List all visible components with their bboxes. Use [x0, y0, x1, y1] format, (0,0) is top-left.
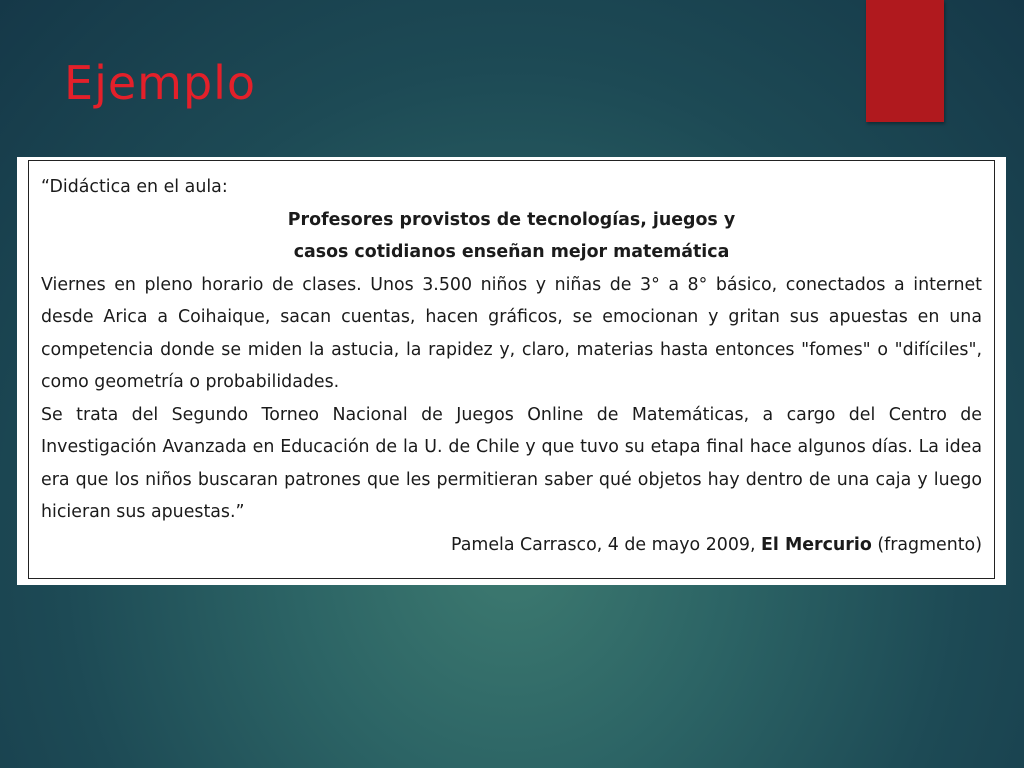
- article-source: [41, 529, 982, 562]
- slide-title: Ejemplo: [64, 56, 257, 110]
- source-note: (fragmento): [877, 534, 982, 555]
- article-paragraph-1: Viernes en pleno horario de clases. Unos 3.500 niños y niñas de 3° a 8° básico, conectados a internet desde Arica a Coihaique, sacan cuentas, hacen gráficos, se emocionan y gritan sus apuestas en una competencia donde se miden la astucia, la rapidez y, claro, materias hasta entonces "fomes" o "difíciles", como geometría o probabilidades.: [41, 274, 982, 392]
- article-image: [17, 157, 1006, 585]
- article-intro: “Didáctica en el aula:: [41, 177, 228, 197]
- article-box: [28, 160, 995, 579]
- article-headline: Profesores provistos de tecnologías, juegos y casos cotidianos enseñan mejor matemática: [287, 209, 736, 262]
- article-paragraph-2: Se trata del Segundo Torneo Nacional de Juegos Online de Matemáticas, a cargo del Centro de Investigación Avanzada en Educación de la U. de Chile y que tuvo su etapa final hace algunos días. La idea era que los niños buscaran patrones que les permitieran saber qué objetos hay dentro de una caja y luego hicieran sus apuestas.”: [41, 404, 982, 522]
- source-publication: El Mercurio: [761, 534, 872, 555]
- source-author: Pamela Carrasco, 4 de mayo 2009,: [451, 534, 756, 555]
- red-accent-bar: [866, 0, 944, 122]
